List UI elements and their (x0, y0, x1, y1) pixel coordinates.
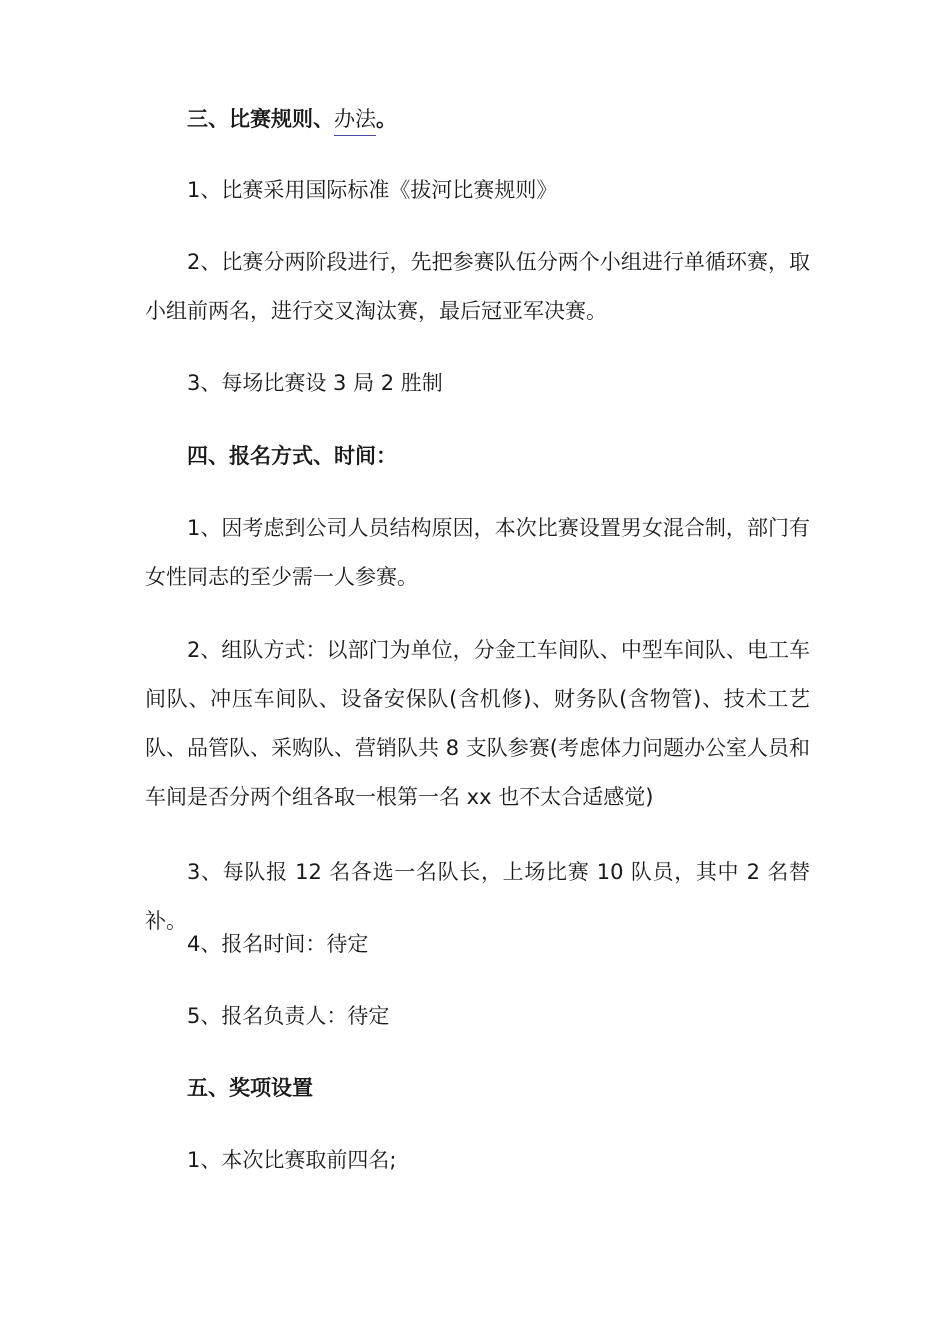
section-3-heading (145, 95, 810, 144)
section-4-item-5: 5、报名负责人：待定 (187, 1004, 390, 1028)
section-3-heading-prefix: 三、比赛规则、 (187, 107, 334, 131)
section-4-heading: 四、报名方式、时间： (187, 444, 397, 468)
section-4-item-4: 4、报名时间：待定 (187, 932, 369, 956)
section-4-item-3: 3、每队报 12 名各选一名队长，上场比赛 10 队员，其中 2 名替补。 (145, 860, 810, 933)
section-3-item-3: 3、每场比赛设 3 局 2 胜制 (187, 371, 443, 395)
section-3-heading-underlined: 办法 (334, 107, 376, 136)
section-3-heading-suffix: 。 (376, 107, 397, 131)
section-3-item-2: 2、比赛分两阶段进行，先把参赛队伍分两个小组进行单循环赛，取小组前两名，进行交叉淘汰赛，最后冠亚军决赛。 (145, 250, 810, 323)
section-4-item-1: 1、因考虑到公司人员结构原因，本次比赛设置男女混合制，部门有女性同志的至少需一人参赛。 (145, 516, 810, 589)
section-4-item-2: 2、组队方式：以部门为单位，分金工车间队、中型车间队、电工车间队、冲压车间队、设备安保队(含机修)、财务队(含物管)、技术工艺队、品管队、采购队、营销队共 8 支队参赛(考虑体力问题办公室人员和车间是否分两个组各取一根第一名 xx 也不太合适感觉) (145, 638, 810, 809)
section-3-item-1: 1、比赛采用国际标准《拔河比赛规则》 (187, 178, 558, 202)
section-5-item-1: 1、本次比赛取前四名; (187, 1148, 397, 1172)
section-5-heading: 五、奖项设置 (187, 1076, 313, 1100)
